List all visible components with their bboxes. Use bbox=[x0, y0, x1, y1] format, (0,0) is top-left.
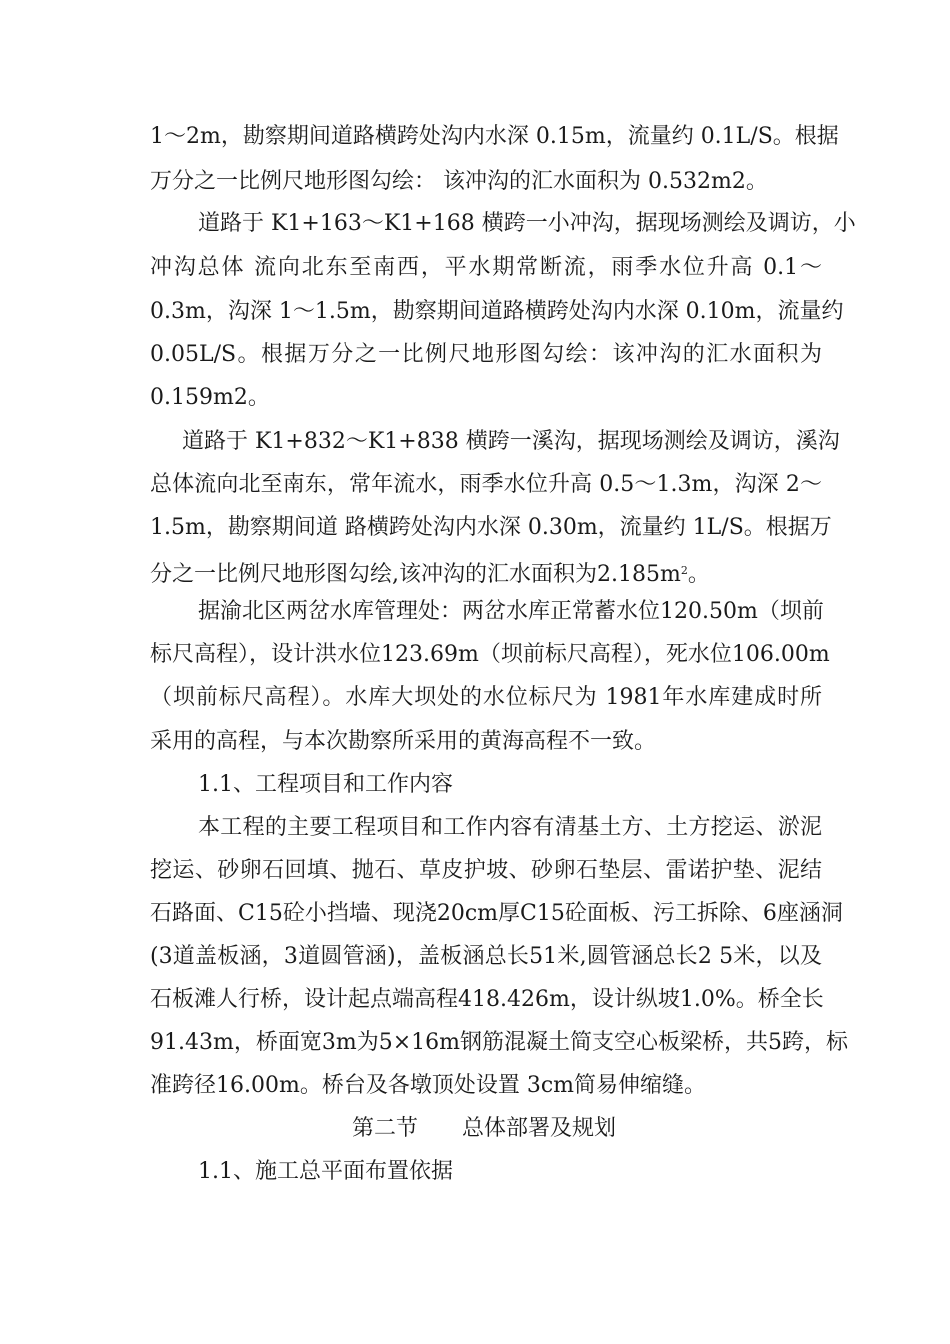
paragraph-start-line: 据渝北区两岔水库管理处：两岔水库正常蓄水位120.50m（坝前 bbox=[198, 599, 824, 624]
text-line: (3道盖板涵，3道圆管涵)，盖板涵总长51米,圆管涵总长2 5米，以及 bbox=[150, 944, 822, 969]
text-line: 石路面、C15砼小挡墙、现浇20cm厚C15砼面板、污工拆除、6座涵洞 bbox=[150, 901, 843, 926]
text-line: 1～2m，勘察期间道路横跨处沟内水深 0.15m，流量约 0.1L/S。根据 bbox=[150, 124, 839, 149]
text-line: 0.3m，沟深 1～1.5m，勘察期间道路横跨处沟内水深 0.10m，流量约 bbox=[150, 299, 844, 324]
paragraph-start-line: 道路于 K1+832～K1+838 横跨一溪沟，据现场测绘及调访，溪沟 bbox=[182, 429, 840, 454]
text-line: （坝前标尺高程）。水库大坝处的水位标尺为 1981年水库建成时所 bbox=[150, 685, 822, 710]
section-heading: 1.1、施工总平面布置依据 bbox=[198, 1159, 453, 1184]
superscript: 2 bbox=[680, 564, 688, 577]
text-line: 采用的高程，与本次勘察所采用的黄海高程不一致。 bbox=[150, 729, 657, 754]
text-line: 0.159m2。 bbox=[150, 385, 270, 410]
text-line bbox=[150, 556, 822, 590]
paragraph-start-line: 道路于 K1+163～K1+168 横跨一小冲沟，据现场测绘及调访，小 bbox=[198, 211, 856, 236]
text-line: 1.5m，勘察期间道 路横跨处沟内水深 0.30m，流量约 1L/S。根据万 bbox=[150, 515, 832, 540]
text-line: 万分之一比例尺地形图勾绘： 该冲沟的汇水面积为 0.532m2。 bbox=[150, 169, 768, 194]
text-line: 标尺高程），设计洪水位123.69m（坝前标尺高程），死水位106.00m bbox=[150, 642, 830, 667]
text-line: 总体流向北至南东，常年流水，雨季水位升高 0.5～1.3m，沟深 2～ bbox=[150, 472, 822, 497]
text-line: 准跨径16.00m。桥台及各墩顶处设置 3cm简易伸缩缝。 bbox=[150, 1073, 707, 1098]
text-segment: 分之一比例尺地形图勾绘,该冲沟的汇水面积为2.185m bbox=[150, 562, 681, 587]
text-line: 0.05L/S。根据万分之一比例尺地形图勾绘：该冲沟的汇水面积为 bbox=[150, 342, 822, 367]
section-heading: 1.1、工程项目和工作内容 bbox=[198, 772, 453, 797]
text-line: 冲沟总体 流向北东至南西，平水期常断流，雨季水位升高 0.1～ bbox=[150, 255, 822, 280]
chapter-heading: 第二节 总体部署及规划 bbox=[352, 1116, 617, 1141]
text-line: 挖运、砂卵石回填、抛石、草皮护坡、砂卵石垫层、雷诺护垫、泥结 bbox=[150, 858, 822, 883]
text-line: 91.43m，桥面宽3m为5×16m钢筋混凝土简支空心板梁桥，共5跨，标 bbox=[150, 1030, 848, 1055]
paragraph-start-line: 本工程的主要工程项目和工作内容有清基土方、土方挖运、淤泥 bbox=[198, 815, 822, 840]
text-line: 石板滩人行桥，设计起点端高程418.426m，设计纵坡1.0%。桥全长 bbox=[150, 987, 824, 1012]
text-segment: 。 bbox=[687, 562, 710, 587]
